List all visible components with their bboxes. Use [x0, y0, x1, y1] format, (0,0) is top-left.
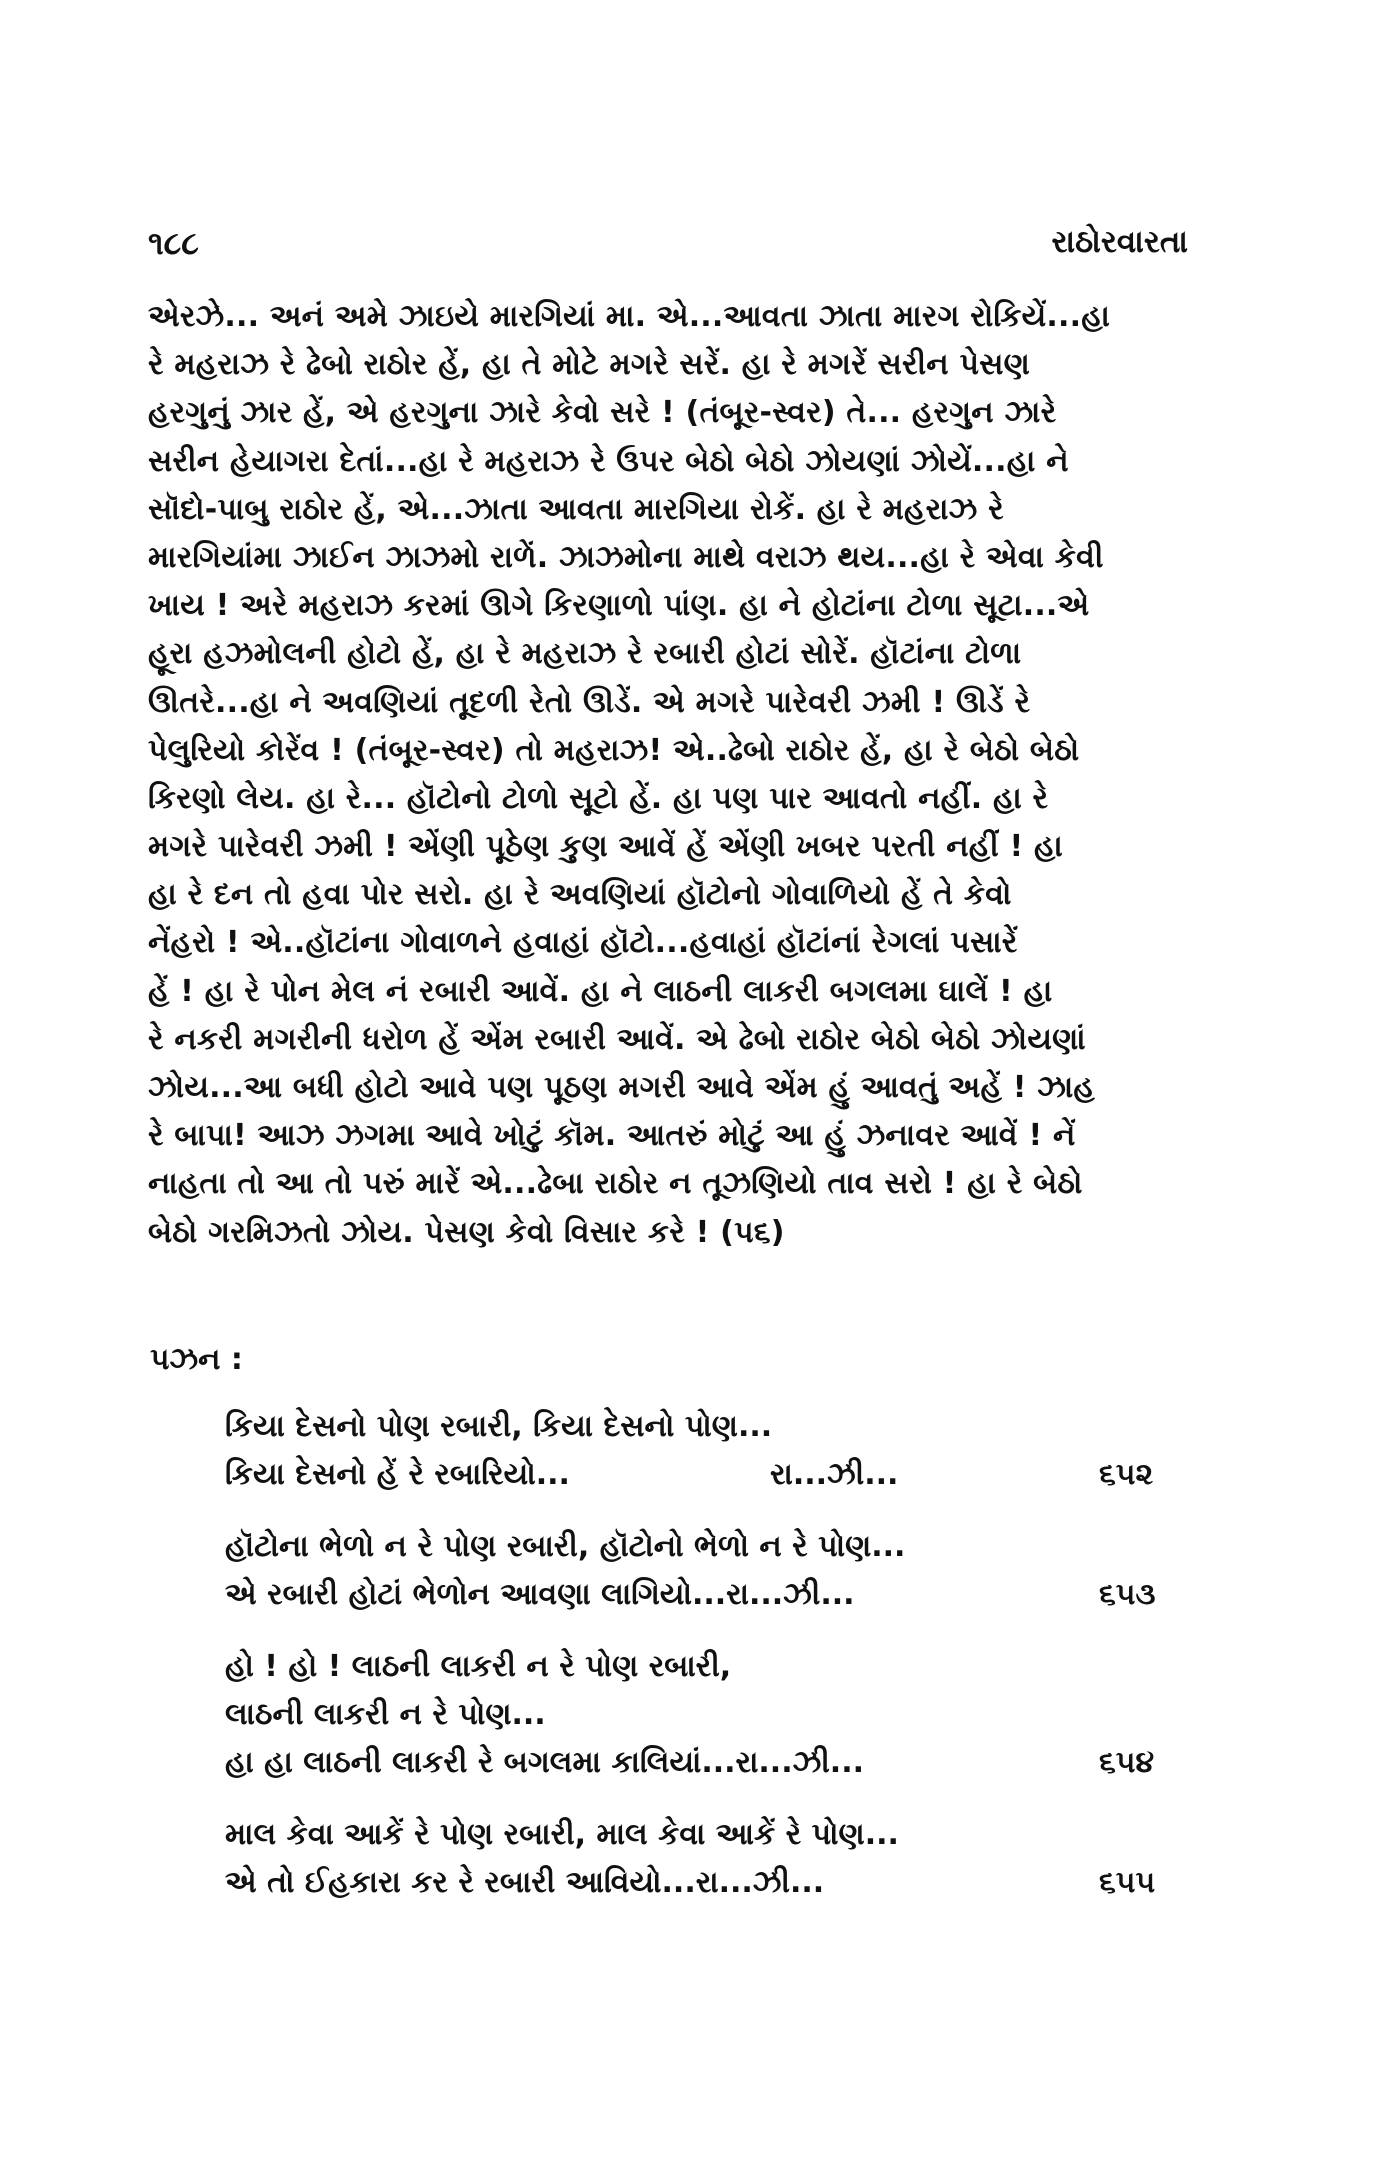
prose-paragraph [148, 293, 1193, 1257]
verse-number: ૬૫૪ [1099, 1745, 1155, 1780]
prose-line: મગરે પારેવરી ઝમી ! એંણી પૂઠેણ કુણ આવેં હેં એંણી ખબર પરતી નહીં ! હા [148, 829, 1063, 865]
prose-line: ખાય ! અરે મહરાઝ કરમાં ઊગે કિરણાળો પાંણ. હા ને હોટાંના ટોળા સૂટા...એ [148, 588, 1090, 624]
prose-line: હા રે દન તો હવા પોર સરો. હા રે અવણિયાં હૉટોનો ગોવાળિયો હેં તે કેવો [148, 877, 1012, 913]
verse-line [225, 1523, 1190, 1571]
verse-text: હા હા લાઠની લાકરી રે બગલમા કાલિયાં...રા...ઝી... [225, 1745, 864, 1780]
verse-text: માલ કેવા આકેં રે પોણ રબારી, માલ કેવા આકેં રે પોણ... [225, 1817, 899, 1852]
page-number: ૧૮૮ [148, 224, 199, 262]
stanza [225, 1523, 1190, 1619]
prose-line: ઊતરે...હા ને અવણિયાં તૂદળી રેતો ઊડેં. એ મગરે પારેવરી ઝમી ! ઊડેં રે [148, 684, 1031, 720]
prose-line: હૂરા હઝમોલની હોટો હેં, હા રે મહરાઝ રે રબારી હોટાં સોરેં. હૉટાંના ટોળા [148, 636, 1022, 672]
stanza [225, 1811, 1190, 1907]
prose-line: સરીન હેયાગરા દેતાં...હા રે મહરાઝ રે ઉપર બેઠો બેઠો ઝોયણાં ઝોયેં...હા ને [148, 443, 1069, 479]
prose-line: એરઝે... અનં અમે ઝાઇયે મારગિયાં મા. એ...આવતા ઝાતા મારગ રોકિયેં...હા [148, 299, 1111, 334]
verse-line [225, 1691, 1190, 1739]
prose-line: પેલુરિયો કોરેંવ ! (તંબૂર-સ્વર) તો મહરાઝ! એ..ઢેબો રાઠોર હેં, હા રે બેઠો બેઠો [148, 732, 1080, 768]
prose-line: રે મહરાઝ રે ઢેબો રાઠોર હેં, હા તે મોટે મગરે સરેં. હા રે મગરેં સરીન પેસણ [148, 347, 1030, 383]
prose-line: હરગુનું ઝાર હેં, એ હરગુના ઝારે કેવો સરે ! (તંબૂર-સ્વર) તે... હરગુન ઝારે [148, 395, 1057, 431]
verse-text: હૉટોના ભેળો ન રે પોણ રબારી, હૉટોનો ભેળો ન રે પોણ... [225, 1529, 906, 1564]
prose-line: ઝોય...આ બધી હોટો આવે પણ પૂઠણ મગરી આવે એંમ હું આવતું અહેં ! ઝાહ [148, 1070, 1095, 1105]
verse-text: એ તો ઈહકારા કર રે રબારી આવિયો...રા...ઝી... [225, 1865, 825, 1900]
stanza [225, 1643, 1190, 1787]
verse-text: કિયા દેસનો હેં રે રબારિયો... [225, 1457, 570, 1492]
prose-line: સૉદો-પાબુ રાઠોર હેં, એ...ઝાતા આવતા મારગિયા રોકેં. હા રે મહરાઝ રે [148, 491, 1004, 527]
verse-number: ૬૫૩ [1099, 1577, 1156, 1612]
verse-line [225, 1859, 1190, 1907]
verse-line [225, 1571, 1190, 1619]
prose-line: નાહતા તો આ તો પરું મારેં એ...ઢેબા રાઠોર ન તૂઝણિયો તાવ સરો ! હા રે બેઠો [148, 1166, 1083, 1202]
prose-line: મારગિયાંમા ઝાઈન ઝાઝમો રાળેં. ઝાઝમોના માથે વરાઝ થય...હા રે એવા કેવી [148, 539, 1104, 575]
verse-line [225, 1811, 1190, 1859]
prose-line: નેંહરો ! એ..હૉટાંના ગોવાળને હવાહાં હૉટો...હવાહાં હૉટાંનાં રેગલાં પસારેં [148, 925, 1018, 961]
prose-line: રે નકરી મગરીની ધરોળ હેં એંમ રબારી આવેં. એ ઢેબો રાઠોર બેઠો બેઠો ઝોયણાં [148, 1021, 1086, 1057]
prose-line: રે બાપા! આઝ ઝગમા આવે ખોટું કૉમ. આતરું મોટું આ હું ઝનાવર આવેં ! નેં [148, 1118, 1076, 1154]
running-title: રાઠોરવારતા [1051, 224, 1188, 260]
verse-refrain: રા...ઝી... [770, 1457, 899, 1492]
verse-text: લાઠની લાકરી ન રે પોણ... [225, 1697, 546, 1732]
verse-text: એ રબારી હોટાં ભેળોન આવણા લાગિયો...રા...ઝી... [225, 1577, 855, 1612]
verse-line [225, 1739, 1190, 1787]
page-header [148, 224, 1188, 264]
verse-line [225, 1643, 1190, 1691]
verse-line [225, 1451, 1190, 1499]
verse-text: હો ! હો ! લાઠની લાકરી ન રે પોણ રબારી, [225, 1649, 732, 1684]
prose-line: બેઠો ગરમિઝતો ઝોય. પેસણ કેવો વિસાર કરે ! (પ૬) [148, 1214, 785, 1250]
stanza [225, 1403, 1190, 1499]
verse-text: કિયા દેસનો પોણ રબારી, કિયા દેસનો પોણ... [225, 1409, 773, 1444]
verse-number: ૬૫૨ [1099, 1457, 1154, 1492]
prose-line: હેં ! હા રે પોન મેલ નં રબારી આવેં. હા ને લાઠની લાકરી બગલમા ઘાલેં ! હા [148, 973, 1053, 1009]
verse-number: ૬૫૫ [1099, 1865, 1156, 1900]
prose-line: કિરણો લેય. હા રે... હૉટોનો ટોળો સૂટો હેં. હા પણ પાર આવતો નહીં. હા રે [148, 780, 1049, 816]
verse-line [225, 1403, 1190, 1451]
verse-section [225, 1403, 1190, 1931]
section-label: પઝન : [150, 1342, 243, 1377]
